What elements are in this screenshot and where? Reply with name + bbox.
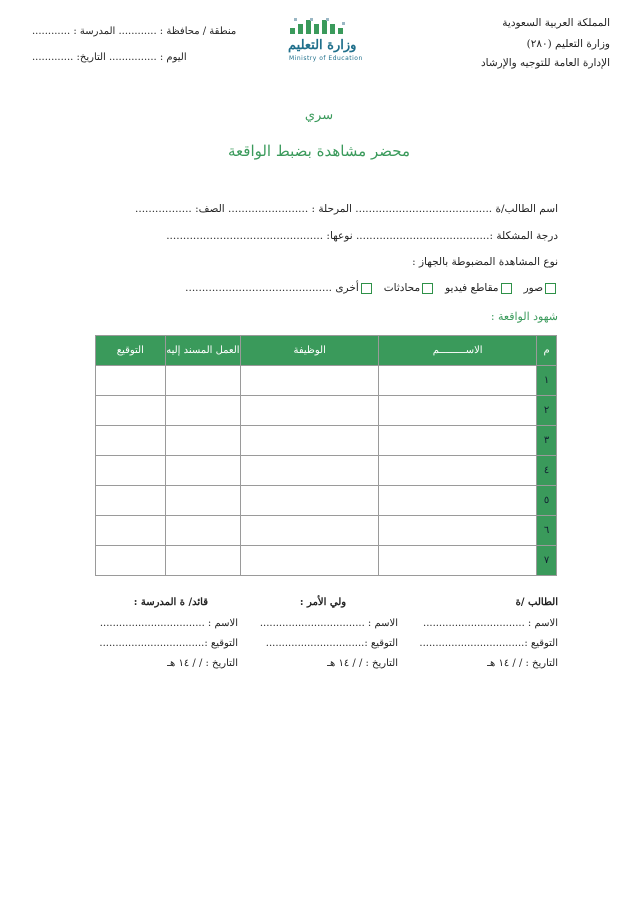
col-signature-header: التوقيع <box>96 336 166 366</box>
option-chats[interactable]: محادثات <box>384 282 435 294</box>
principal-date-field[interactable]: التاريخ : / / ١٤ هـ <box>167 658 238 669</box>
student-stage-class-line[interactable]: اسم الطالب/ة ......................................... المرحلة : ........................ الصف: ................. <box>135 203 558 215</box>
col-assigned-work-header: العمل المسند إليه <box>165 336 241 366</box>
principal-signature-block <box>88 597 238 669</box>
student-name-field[interactable]: الاسم : ................................ <box>423 618 558 629</box>
cell-name[interactable] <box>379 516 537 546</box>
checkbox-icon[interactable] <box>422 283 433 294</box>
table-row <box>96 396 557 426</box>
observation-options <box>185 282 558 294</box>
problem-degree-type-line[interactable]: درجة المشكلة :........................................ نوعها: ............................................... <box>166 230 558 242</box>
checkbox-icon[interactable] <box>501 283 512 294</box>
cell-work[interactable] <box>165 396 241 426</box>
row-number: ١ <box>537 366 557 396</box>
principal-name-field[interactable]: الاسم : ................................. <box>99 618 238 629</box>
table-row <box>96 366 557 396</box>
student-date-field[interactable]: التاريخ : / / ١٤ هـ <box>487 658 558 669</box>
guardian-title: ولي الأمر : <box>299 597 347 608</box>
option-other[interactable]: أخرى ............................................ <box>185 282 374 294</box>
cell-signature[interactable] <box>96 546 166 576</box>
cell-name[interactable] <box>379 456 537 486</box>
region-school-line: منطقة / محافظة : ............ المدرسة : ............ <box>32 26 237 37</box>
cell-work[interactable] <box>165 546 241 576</box>
cell-signature[interactable] <box>96 456 166 486</box>
cell-job[interactable] <box>241 396 379 426</box>
logo-english-text: Ministry of Education <box>289 55 363 62</box>
cell-signature[interactable] <box>96 366 166 396</box>
guardian-signature-block <box>248 597 398 669</box>
witnesses-heading: شهود الواقعة : <box>490 310 558 323</box>
secret-label: سري <box>304 108 334 123</box>
table-header-row <box>96 336 557 366</box>
row-number: ٢ <box>537 396 557 426</box>
cell-job[interactable] <box>241 486 379 516</box>
option-photos[interactable]: صور <box>524 282 558 294</box>
table-row <box>96 426 557 456</box>
cell-signature[interactable] <box>96 516 166 546</box>
table-row <box>96 546 557 576</box>
table-row <box>96 516 557 546</box>
cell-signature[interactable] <box>96 426 166 456</box>
cell-signature[interactable] <box>96 396 166 426</box>
principal-sign-field[interactable]: التوقيع :................................. <box>99 638 238 649</box>
row-number: ٤ <box>537 456 557 486</box>
cell-job[interactable] <box>241 516 379 546</box>
cell-name[interactable] <box>379 396 537 426</box>
checkbox-icon[interactable] <box>361 283 372 294</box>
student-sign-field[interactable]: التوقيع :................................. <box>419 638 558 649</box>
student-title: الطالب /ة <box>515 597 558 608</box>
row-number: ٧ <box>537 546 557 576</box>
cell-job[interactable] <box>241 366 379 396</box>
cell-signature[interactable] <box>96 486 166 516</box>
cell-job[interactable] <box>241 426 379 456</box>
cell-name[interactable] <box>379 426 537 456</box>
cell-work[interactable] <box>165 516 241 546</box>
witnesses-table <box>95 335 557 576</box>
day-date-line: اليوم : ............... التاريخ: ............. <box>32 52 187 63</box>
checkbox-icon[interactable] <box>545 283 556 294</box>
cell-work[interactable] <box>165 456 241 486</box>
col-job-header: الوظيفة <box>241 336 379 366</box>
table-row <box>96 456 557 486</box>
logo-arabic-text: وزارة التعليم <box>288 38 357 53</box>
row-number: ٦ <box>537 516 557 546</box>
guardian-date-field[interactable]: التاريخ : / / ١٤ هـ <box>327 658 398 669</box>
row-number: ٥ <box>537 486 557 516</box>
cell-work[interactable] <box>165 426 241 456</box>
guardian-name-field[interactable]: الاسم : ................................. <box>259 618 398 629</box>
observation-type-label: نوع المشاهدة المضبوطة بالجهاز : <box>412 256 558 268</box>
logo-bars-icon <box>288 18 350 36</box>
cell-name[interactable] <box>379 486 537 516</box>
cell-work[interactable] <box>165 486 241 516</box>
option-videos[interactable]: مقاطع فيديو <box>445 282 513 294</box>
cell-job[interactable] <box>241 456 379 486</box>
cell-name[interactable] <box>379 546 537 576</box>
country-name: المملكة العربية السعودية <box>502 17 610 29</box>
ministry-name: وزارة التعليم (٢٨٠) <box>526 38 610 50</box>
row-number: ٣ <box>537 426 557 456</box>
table-row <box>96 486 557 516</box>
department-name: الإدارة العامة للتوجيه والإرشاد <box>481 57 610 69</box>
cell-name[interactable] <box>379 366 537 396</box>
col-number-header: م <box>537 336 557 366</box>
principal-title: قائد/ ة المدرسة : <box>133 597 208 608</box>
page-title: محضر مشاهدة بضبط الواقعة <box>228 142 410 160</box>
guardian-sign-field[interactable]: التوقيع :............................... <box>265 638 398 649</box>
cell-job[interactable] <box>241 546 379 576</box>
student-signature-block <box>408 597 558 669</box>
col-name-header: الاســـــــــم <box>379 336 537 366</box>
cell-work[interactable] <box>165 366 241 396</box>
